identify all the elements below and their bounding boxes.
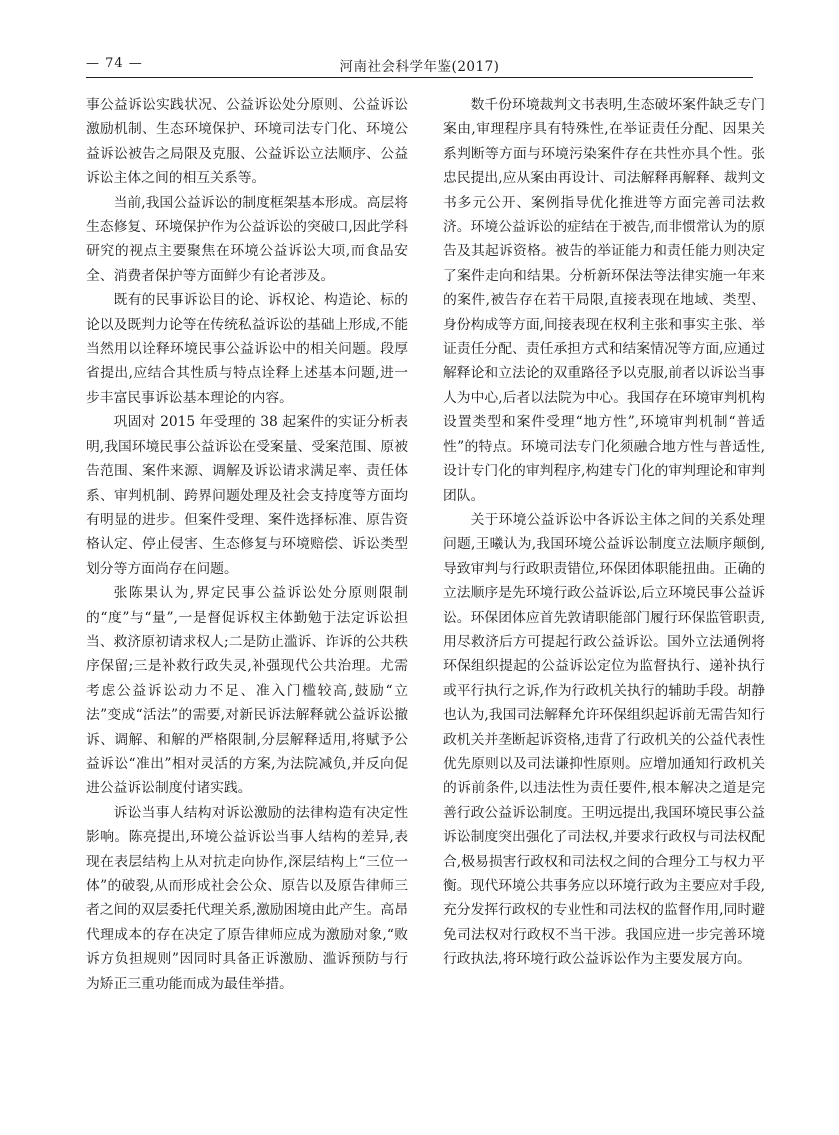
paragraph: 诉讼当事人结构对诉讼激励的法律构造有决定性影响。陈亮提出,环境公益诉讼当事人结构的差异,表现在表层结构上从对抗走向协作,深层结构上“三位一体”的破裂,从而形成社会公众、原告以及原告律师三者之间的双层委托代理关系,激励困境由此产生。高昂代理成本的存在决定了原告律师应成为激励对象,“败诉方负担规则”因同时具备正诉激励、滥诉预防与行为矫正三重功能而成为最佳举措。 — [86, 804, 408, 992]
running-header — [86, 52, 753, 78]
paragraph: 巩固对 2015 年受理的 38 起案件的实证分析表明,我国环境民事公益诉讼在受案量、受案范围、原被告范围、案件来源、调解及诉讼请求满足率、责任体系、审判机制、跨界问题处理及社会支持度等方面均有明显的进步。但案件受理、案件选择标准、原告资格认定、停止侵害、生态修复与环境赔偿、诉讼类型划分等方面尚存在问题。 — [86, 414, 408, 577]
right-column — [443, 93, 765, 972]
header-rule — [86, 77, 753, 78]
paragraph: 张陈果认为,界定民事公益诉讼处分原则限制的“度”与“量”,一是督促诉权主体勤勉于法定诉讼担当、救济原初请求权人;二是防止滥诉、诈诉的公共秩序保留;三是补救行政失灵,补强现代公共治理。尤需考虑公益诉讼动力不足、准入门槛较高,鼓励“立法”变成“活法”的需要,对新民诉法解释就公益诉讼撤诉、调解、和解的严格限制,分层解释适用,将赋予公益诉讼“准出”相对灵活的方案,为法院减负,并反向促进公益诉讼制度付诸实践。 — [86, 585, 408, 797]
paragraph: 事公益诉讼实践状况、公益诉讼处分原则、公益诉讼激励机制、生态环境保护、环境司法专门化、环境公益诉讼被告之局限及克服、公益诉讼立法顺序、公益诉讼主体之间的相互关系等。 — [86, 97, 408, 187]
journal-title: 河南社会科学年鉴(2017) — [339, 59, 500, 75]
paragraph: 关于环境公益诉讼中各诉讼主体之间的关系处理问题,王曦认为,我国环境公益诉讼制度立法顺序颠倒,导致审判与行政职责错位,环保团体职能扭曲。正确的立法顺序是先环境行政公益诉讼,后立环境民事公益诉讼。环保团体应首先敦请职能部门履行环保监管职责,用尽救济后方可提起行政公益诉讼。国外立法通例将环保组织提起的公益诉讼定位为监督执行、递补执行或平行执行之诉,作为行政机关执行的辅助手段。胡静也认为,我国司法解释允许环保组织起诉前无需告知行政机关并垄断起诉资格,违背了行政机关的公益代表性优先原则以及司法谦抑性原则。应增加通知行政机关的诉前条件,以违法性为责任要件,根本解决之道是完善行政公益诉讼制度。王明远提出,我国环境民事公益诉讼制度突出强化了司法权,并要求行政权与司法权配合,极易损害行政权和司法权之间的合理分工与权力平衡。现代环境公共事务应以环境行政为主要应对手段,充分发挥行政权的专业性和司法权的监督作用,同时避免司法权对行政权不当干涉。我国应进一步完善环境行政执法,将环境行政公益诉讼作为主要发展方向。 — [443, 511, 765, 968]
paragraph: 数千份环境裁判文书表明,生态破坏案件缺乏专门案由,审理程序具有特殊性,在举证责任分配、因果关系判断等方面与环境污染案件存在共性亦具个性。张忠民提出,应从案由再设计、司法解释再解释、裁判文书多元公开、案例指导优化推进等方面完善司法救济。环境公益诉讼的症结在于被告,而非惯常认为的原告及其起诉资格。被告的举证能力和责任能力则决定了案件走向和结果。分析新环保法等法律实施一年来的案件,被告存在若干局限,直接表现在地域、类型、身份构成等方面,间接表现在权利主张和事实主张、举证责任分配、责任承担方式和结案情况等方面,应通过解释论和立法论的双重路径予以克服,前者以诉讼当事人为中心,后者以法院为中心。我国存在环境审判机构设置类型和案件受理“地方性”,环境审判机制“普适性”的特点。环境司法专门化须融合地方性与普适性,设计专门化的审判程序,构建专门化的审判理论和审判团队。 — [443, 97, 765, 504]
paragraph: 当前,我国公益诉讼的制度框架基本形成。高层将生态修复、环境保护作为公益诉讼的突破口,因此学科研究的视点主要聚焦在环境公益诉讼大项,而食品安全、消费者保护等方面鲜少有论者涉及。 — [86, 194, 408, 284]
left-column — [86, 93, 408, 996]
paragraph: 既有的民事诉讼目的论、诉权论、构造论、标的论以及既判力论等在传统私益诉讼的基础上形成,不能当然用以诠释环境民事公益诉讼中的相关问题。段厚省提出,应结合其性质与特点诠释上述基本问题,进一步丰富民事诉讼基本理论的内容。 — [86, 292, 408, 406]
page-number: — 74 — — [86, 56, 143, 71]
